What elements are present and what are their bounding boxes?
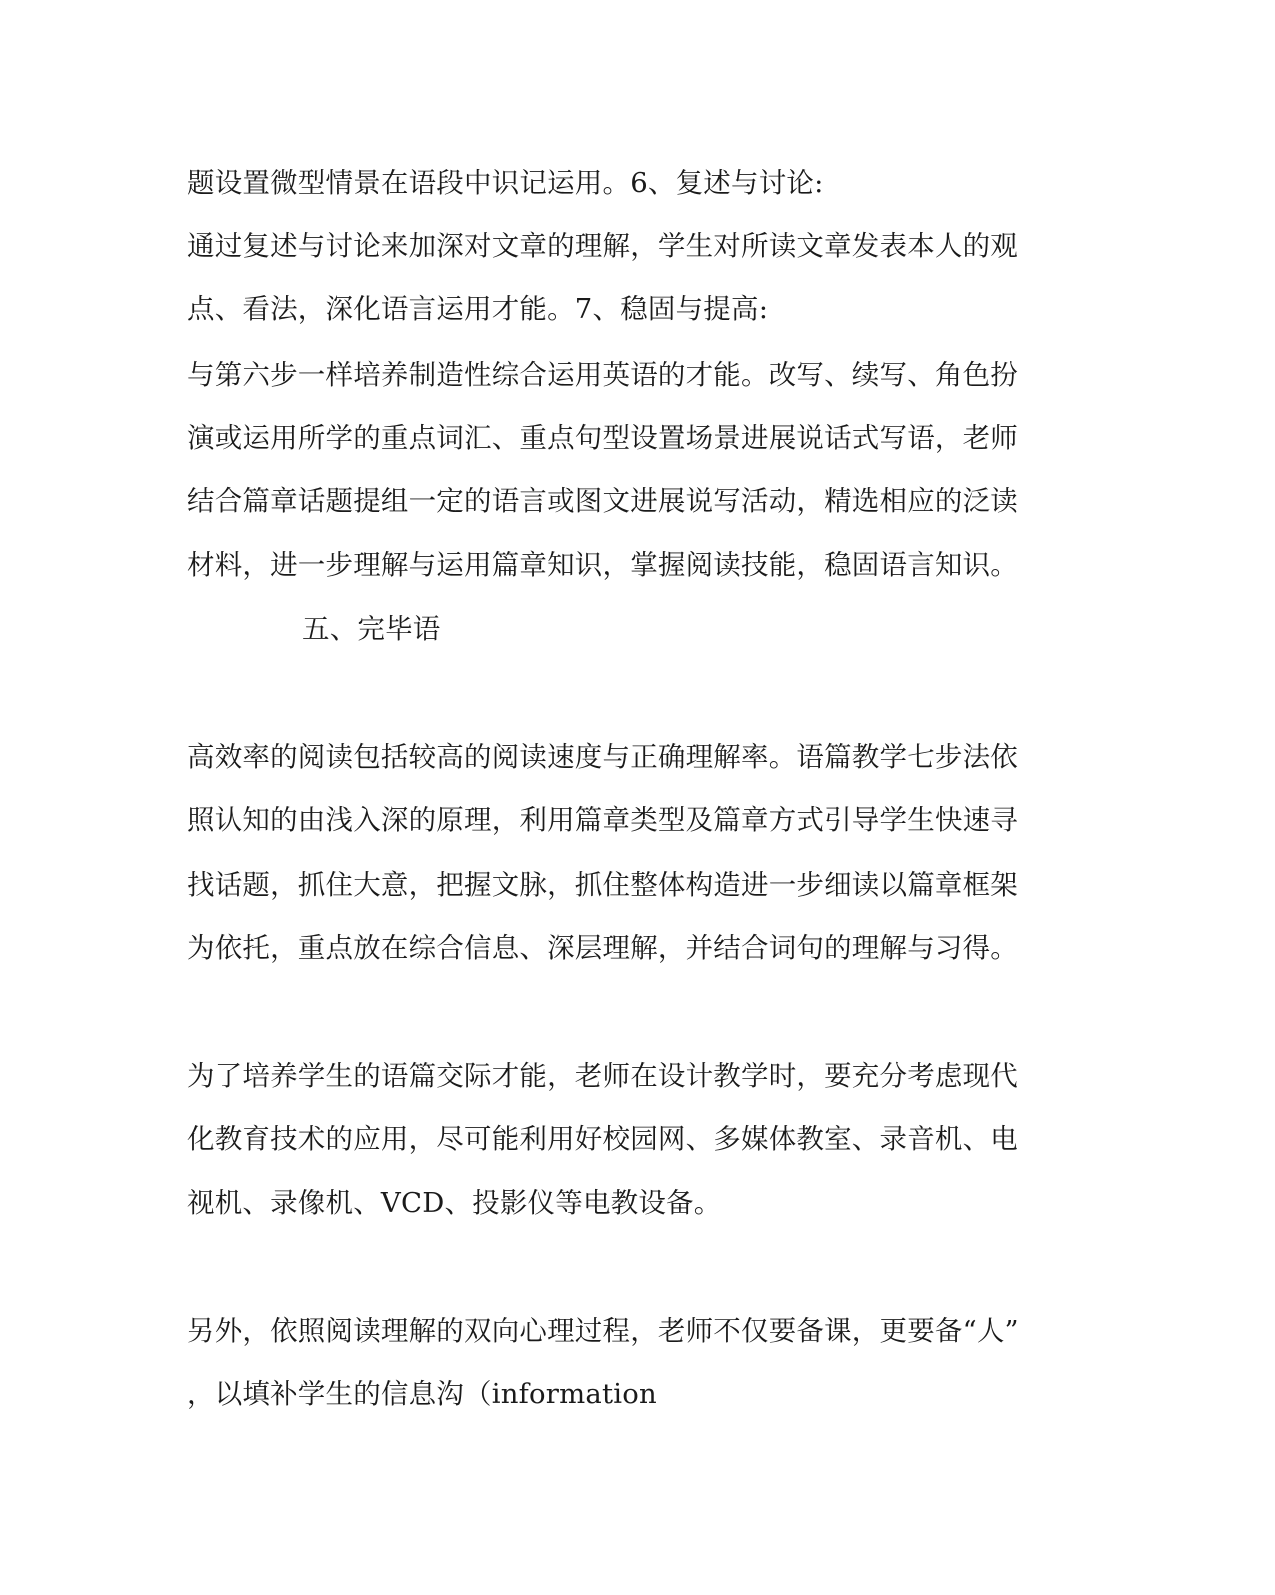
- text-line: 高效率的阅读包括较高的阅读速度与正确理解率。语篇教学七步法依: [187, 741, 1018, 773]
- text-line: 照认知的由浅入深的原理，利用篇章类型及篇章方式引导学生快速寻: [187, 804, 1018, 836]
- text-line: 化教育技术的应用，尽可能利用好校园网、多媒体教室、录音机、电: [187, 1123, 1018, 1155]
- section-heading: 五、完毕语: [302, 613, 441, 645]
- text-line: 题设置微型情景在语段中识记运用。6、复述与讨论:: [187, 167, 824, 199]
- text-line: 找话题，抓住大意，把握文脉，抓住整体构造进一步细读以篇章框架: [187, 869, 1018, 901]
- text-line: 材料，进一步理解与运用篇章知识，掌握阅读技能，稳固语言知识。: [187, 549, 1018, 581]
- text-line: 结合篇章话题提组一定的语言或图文进展说写活动，精选相应的泛读: [187, 485, 1018, 517]
- text-line: 与第六步一样培养制造性综合运用英语的才能。改写、续写、角色扮: [187, 359, 1018, 391]
- text-line: 为了培养学生的语篇交际才能，老师在设计教学时，要充分考虑现代: [187, 1060, 1018, 1092]
- text-line: 另外，依照阅读理解的双向心理过程，老师不仅要备课，更要备“人”: [187, 1315, 1019, 1347]
- text-line: 演或运用所学的重点词汇、重点句型设置场景进展说话式写语，老师: [187, 422, 1018, 454]
- text-line: 视机、录像机、VCD、投影仪等电教设备。: [187, 1187, 722, 1219]
- text-line: 为依托，重点放在综合信息、深层理解，并结合词句的理解与习得。: [187, 932, 1018, 964]
- text-line: ，以填补学生的信息沟（information: [187, 1378, 657, 1410]
- text-line: 通过复述与讨论来加深对文章的理解，学生对所读文章发表本人的观: [187, 230, 1018, 262]
- text-line: 点、看法，深化语言运用才能。7、稳固与提高:: [187, 293, 769, 325]
